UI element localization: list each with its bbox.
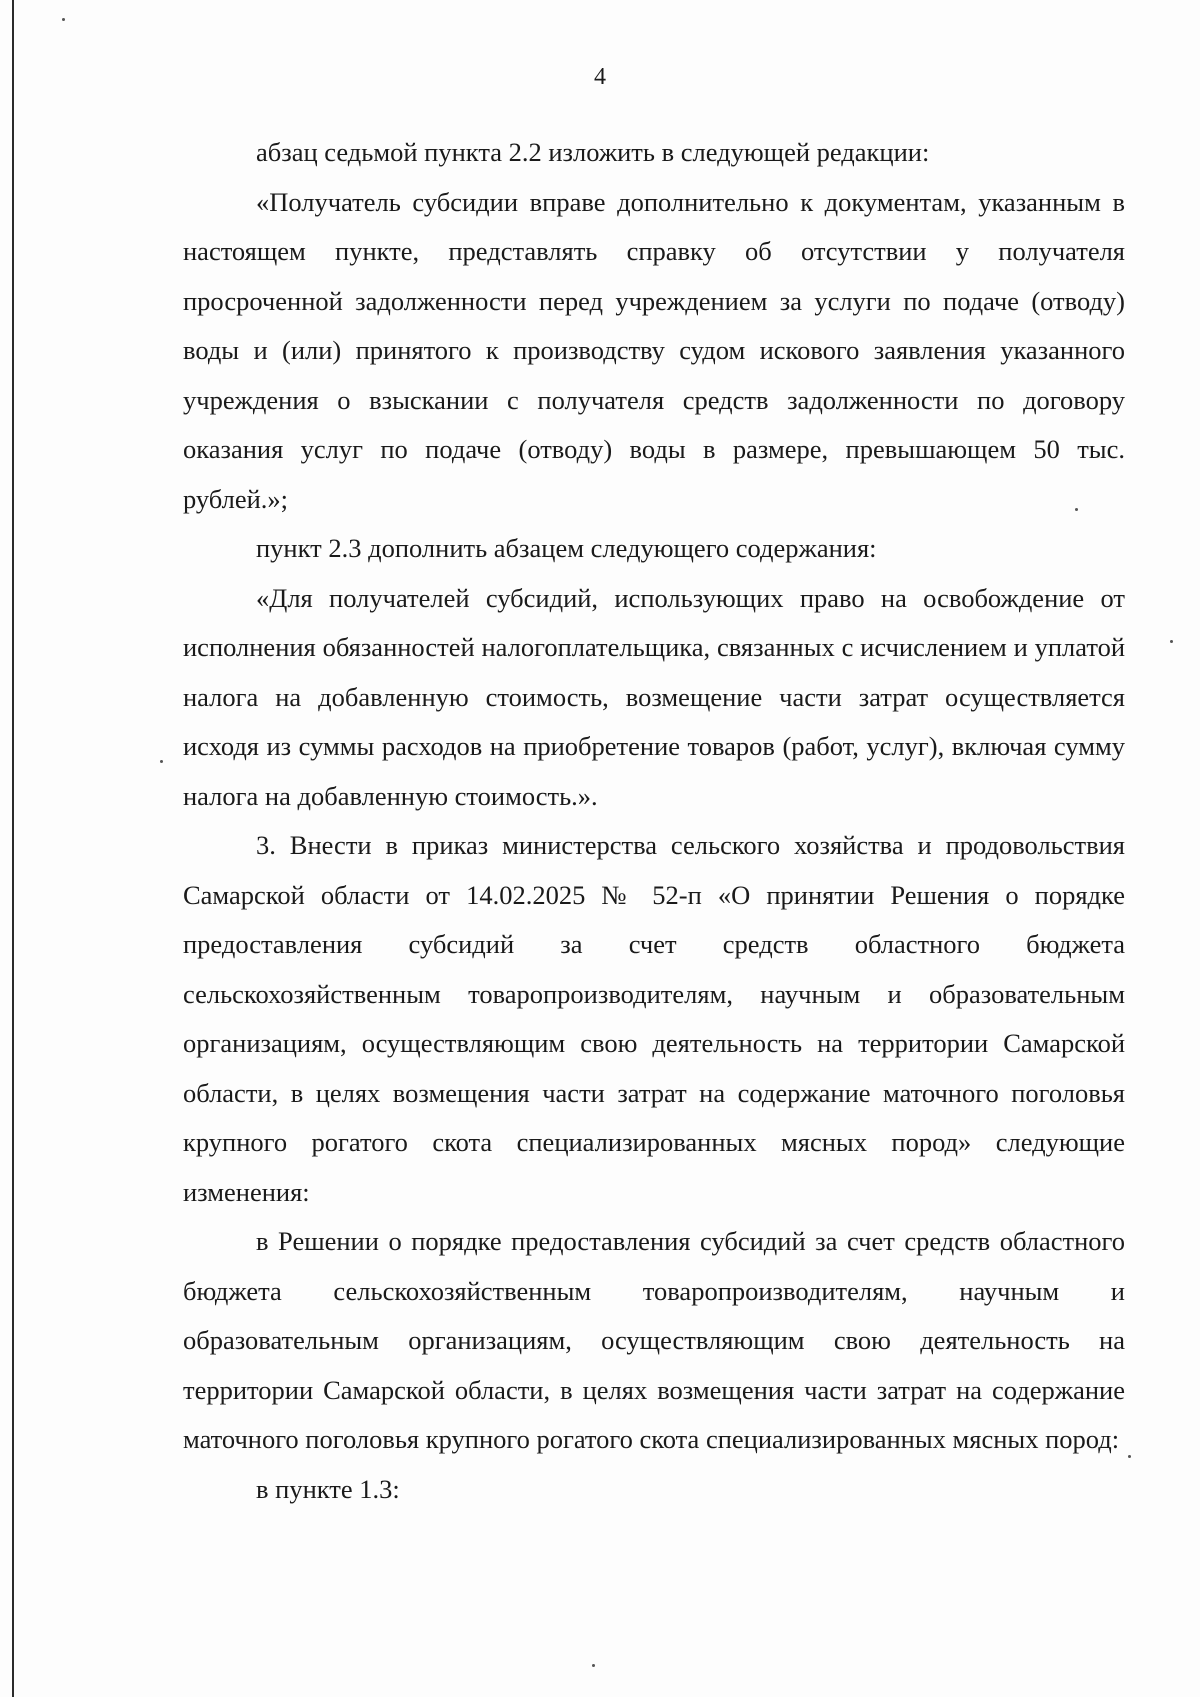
page-number: 4 [594,64,606,90]
scan-speck [592,1664,595,1667]
paragraph-5: 3. Внести в приказ министерства сельского хозяйства и продовольствия Самарской области от 14.02.2025 № 52-п «О принятии Решения о порядке предоставления субсидий за счет средств областного бюджета сельскохозяйственным товаропроизводителям, научным и образовательным организациям, осуществляющим свою деятельность на территории Самарской области, в целях возмещения части затрат на содержание маточного поголовья крупного рогатого скота специализированных мясных пород» следующие изменения: [183,830,1125,1207]
paragraph-2: «Получатель субсидии вправе дополнительно к документам, указанным в настоящем пункте, представлять справку об отсутствии у получателя просроченной задолженности перед учреждением за услуги по подаче (отводу) воды и (или) принятого к производству судом искового заявления указанного учреждения о взыскании с получателя средств задолженности по договору оказания услуг по подаче (отводу) воды в размере, превышающем 50 тыс. рублей.»; [183,186,1125,514]
document-body [183,128,1125,1514]
scan-speck [160,760,163,763]
scan-speck [62,18,65,21]
scan-speck [1128,1455,1131,1458]
scan-edge-line [12,0,14,1697]
paragraph-7: в пункте 1.3: [256,1473,400,1504]
scan-speck [1170,640,1173,643]
paragraph-3: пункт 2.3 дополнить абзацем следующего содержания: [256,533,877,563]
paragraph-1: абзац седьмой пункта 2.2 изложить в следующей редакции: [256,137,930,167]
paragraph-6: в Решении о порядке предоставления субсидий за счет средств областного бюджета сельскохозяйственным товаропроизводителям, научным и образовательным организациям, осуществляющим свою деятельность на территории Самарской области, в целях возмещения части затрат на содержание маточного поголовья крупного рогатого скота специализированных мясных пород: [183,1226,1125,1454]
scan-speck [1075,508,1078,511]
paragraph-4: «Для получателей субсидий, использующих право на освобождение от исполнения обязанностей налогоплательщика, связанных с исчислением и уплатой налога на добавленную стоимость, возмещение части затрат осуществляется исходя из суммы расходов на приобретение товаров (работ, услуг), включая сумму налога на добавленную стоимость.». [183,582,1125,811]
